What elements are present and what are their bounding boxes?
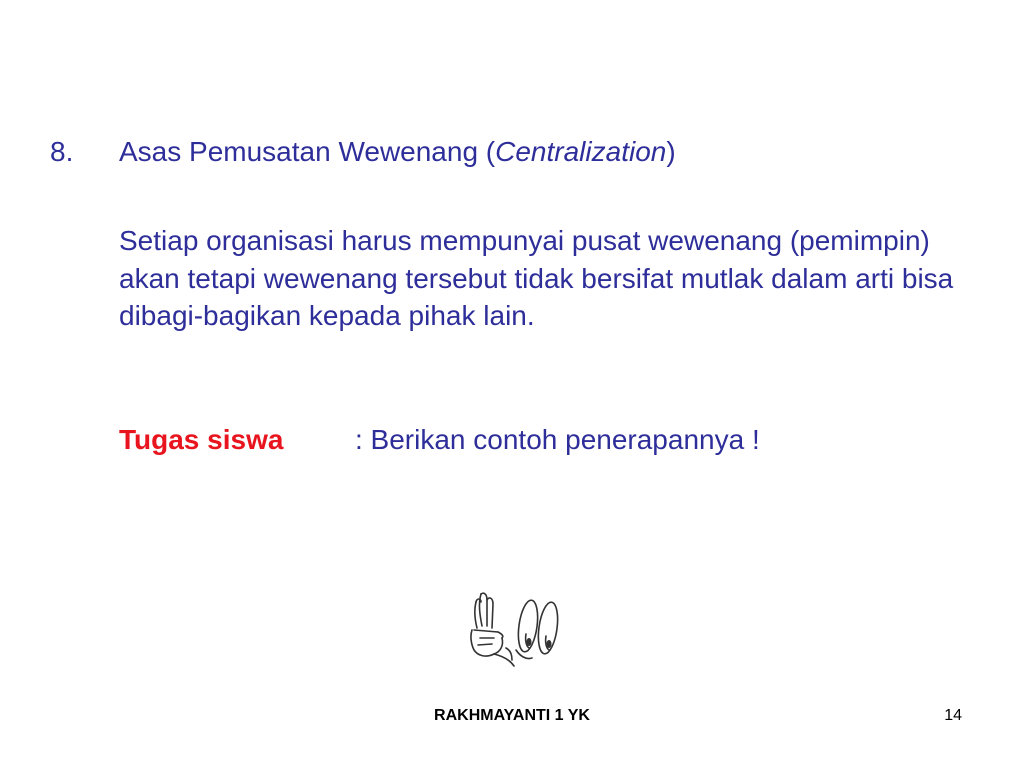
peeking-hand-eyes-icon — [462, 590, 566, 672]
item-number: 8. — [50, 136, 74, 167]
body-paragraph: Setiap organisasi harus mempunyai pusat wewenang (pemimpin) akan tetapi wewenang tersebut tidak bersifat mutlak dalam arti bisa dibagi-bagikan kepada pihak lain. — [119, 225, 954, 331]
heading-prefix: Asas Pemusatan Wewenang ( — [119, 136, 496, 167]
heading-italic-term: Centralization — [495, 136, 667, 167]
footer-author: RAKHMAYANTI 1 YK — [434, 707, 590, 724]
task-text: : Berikan contoh penerapannya ! — [355, 424, 760, 455]
heading-title — [119, 136, 676, 167]
task-row — [119, 420, 760, 460]
task-label: Tugas siswa — [119, 424, 284, 455]
point-heading — [50, 132, 676, 172]
page-number: 14 — [944, 707, 962, 724]
heading-suffix: ) — [666, 136, 676, 167]
